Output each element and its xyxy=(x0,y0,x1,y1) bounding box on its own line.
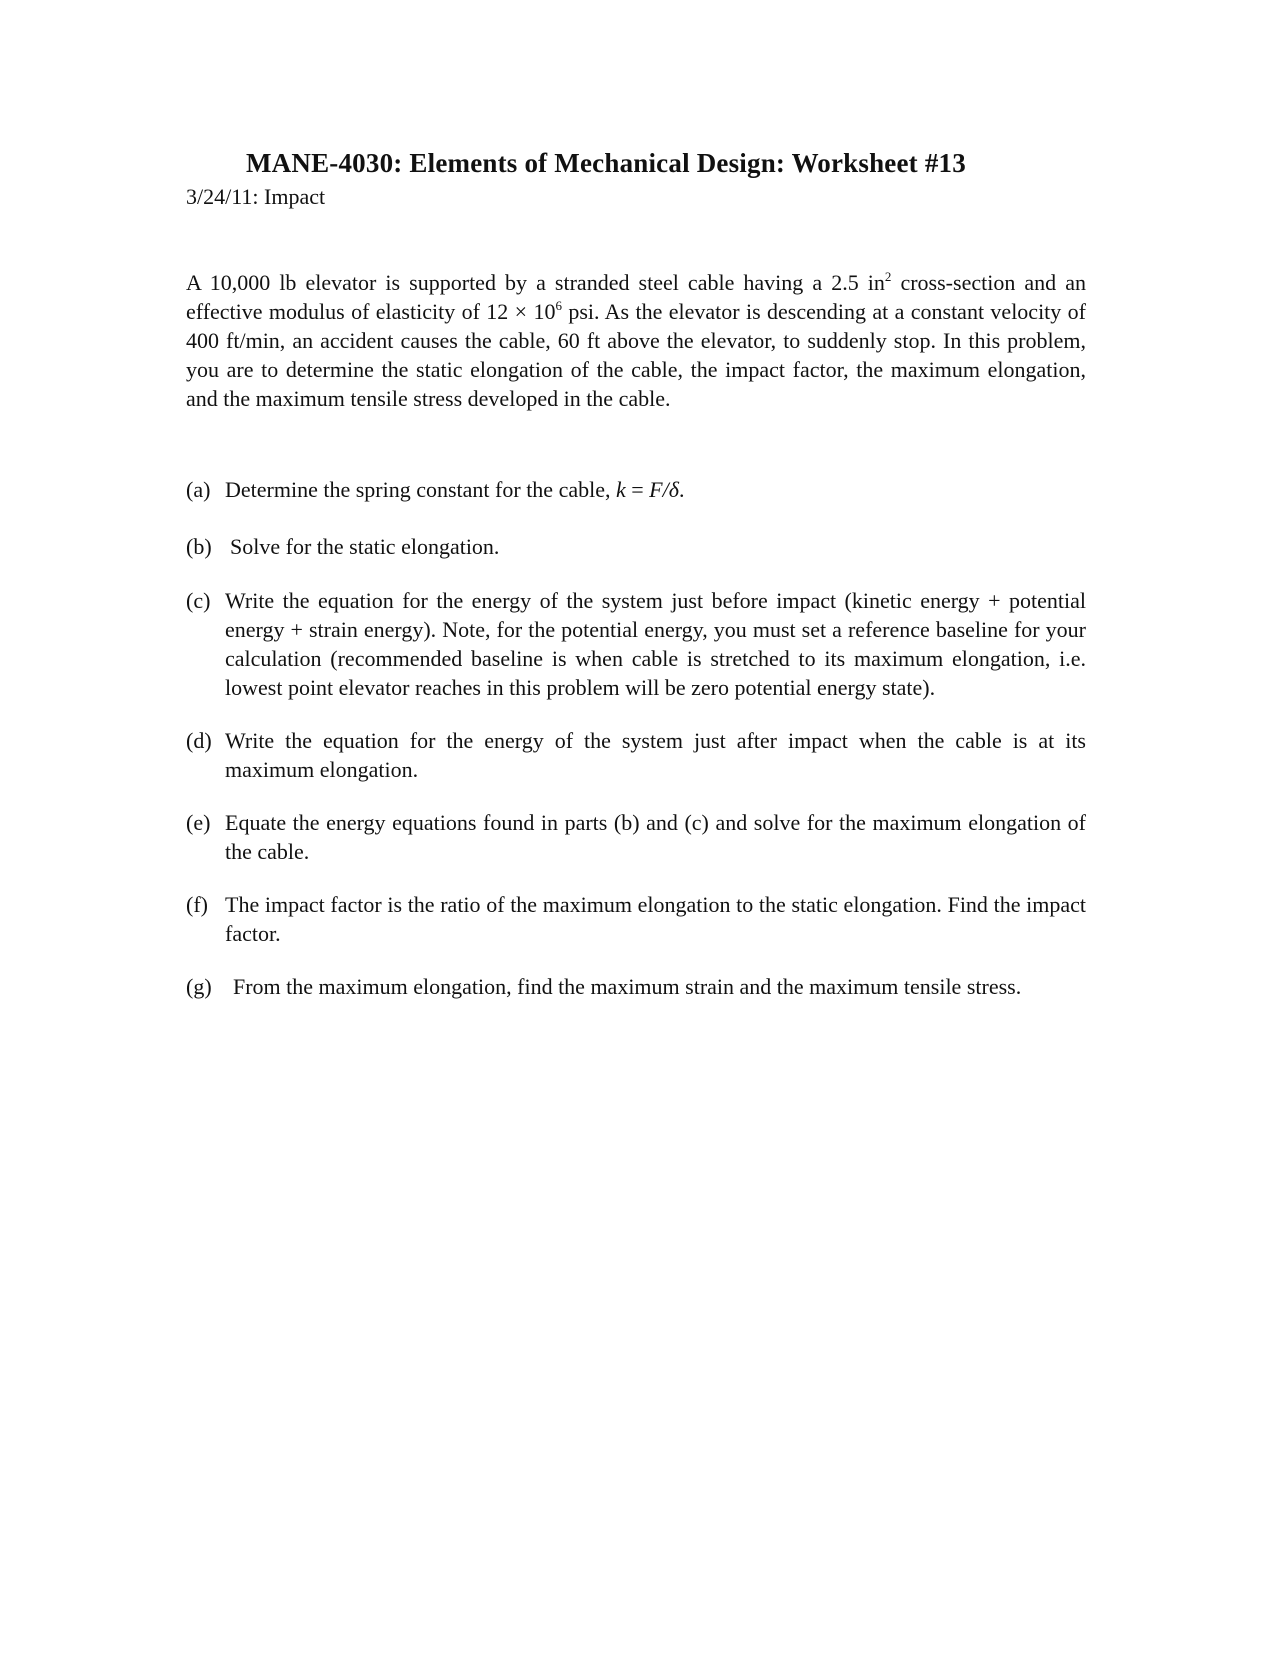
question-g xyxy=(186,972,1086,1001)
question-e xyxy=(186,808,1086,866)
question-b xyxy=(186,532,1086,561)
question-text: The impact factor is the ratio of the maximum elongation to the static elongation. Find the impact factor. xyxy=(225,892,1086,946)
question-text: Determine the spring constant for the cable, xyxy=(225,477,611,502)
page-subtitle: 3/24/11: Impact xyxy=(186,184,326,209)
question-marker: (g) xyxy=(186,974,212,999)
formula-k: k xyxy=(615,477,626,502)
question-marker: (f) xyxy=(186,892,208,917)
question-c xyxy=(186,586,1086,702)
area-exponent: 2 xyxy=(884,269,892,284)
question-text: Equate the energy equations found in parts (b) and (c) and solve for the maximum elongation of the cable. xyxy=(225,810,1086,864)
question-marker: (d) xyxy=(186,728,212,753)
question-marker: (c) xyxy=(186,588,211,613)
formula-force-over-deflection: F/δ xyxy=(649,477,679,502)
problem-text-1: A 10,000 lb elevator is supported by a stranded steel cable having a 2.5 in xyxy=(186,270,885,295)
page-title: MANE-4030: Elements of Mechanical Design: Worksheet #13 xyxy=(246,148,966,178)
question-text: Solve for the static elongation. xyxy=(230,534,500,559)
problem-text-2: cross-section and an effective modulus of elasticity of xyxy=(186,270,1086,324)
question-marker: (a) xyxy=(186,477,211,502)
question-list xyxy=(186,475,1086,1001)
modulus-value: 12 × 10 xyxy=(486,299,556,324)
question-text: Write the equation for the energy of the system just before impact (kinetic energy + potential energy + strain energy). Note, for the potential energy, you must set a reference baseline for your calculation (recommended baseline is when cable is stretched to its maximum elongation, i.e. lowest point elevator reaches in this problem will be zero potential energy state). xyxy=(225,588,1086,700)
formula-equals: = xyxy=(625,477,650,502)
modulus-exponent: 6 xyxy=(555,298,562,313)
formula-period: . xyxy=(678,477,685,502)
question-marker: (e) xyxy=(186,810,211,835)
question-a xyxy=(186,475,1086,504)
question-text: From the maximum elongation, find the maximum strain and the maximum tensile stress. xyxy=(233,974,1022,999)
question-marker: (b) xyxy=(186,534,212,559)
problem-text-3: psi. As the elevator is descending at a constant velocity of 400 ft/min, an accident causes the cable, 60 ft above the elevator, to suddenly stop. In this problem, you are to determine the static elongation of the cable, the impact factor, the maximum elongation, and the maximum tensile stress developed in the cable. xyxy=(186,299,1086,411)
problem-statement xyxy=(186,268,1086,413)
question-d xyxy=(186,726,1086,784)
question-text: Write the equation for the energy of the system just after impact when the cable is at its maximum elongation. xyxy=(225,728,1086,782)
question-f xyxy=(186,890,1086,948)
